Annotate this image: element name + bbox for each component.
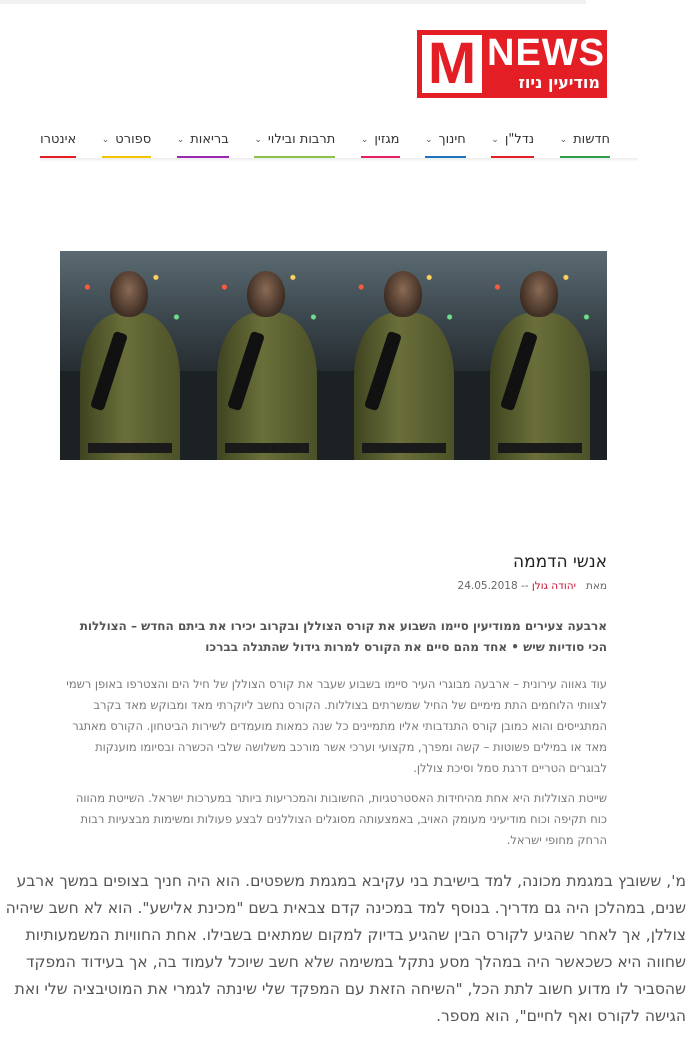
nav-item-label: ספורט bbox=[115, 132, 152, 147]
meta-prefix: מאת bbox=[585, 580, 607, 592]
logo-hebrew-text: מודיעין ניוז bbox=[518, 73, 600, 92]
chevron-down-icon: ⌄ bbox=[101, 135, 110, 145]
chevron-down-icon: ⌄ bbox=[559, 135, 568, 145]
article-hero-image bbox=[60, 251, 607, 460]
nav-item-5[interactable] bbox=[177, 130, 229, 158]
logo-news-text: NEWS bbox=[487, 32, 605, 74]
author-link[interactable]: יהודה גולן bbox=[531, 580, 576, 592]
nav-item-label: תרבות ובילוי bbox=[267, 132, 336, 147]
logo-m-mark: M bbox=[422, 35, 482, 93]
nav-item-3[interactable] bbox=[361, 130, 400, 158]
article-paragraph-2: שייטת הצוללות היא אחת מהיחידות האסטרטגיות, החשובות והמכריעות ביותר במערכות ישראל. השייטת מהווה כוח תקיפה וכוח מודיעיני מעומק האויב, באמצעותה מסוגלים הצוללנים לבצע פעולות ומשימות מבצעיות רבות הרחק מחופי ישראל. bbox=[75, 791, 607, 847]
nav-item-label: חדשות bbox=[573, 132, 610, 147]
soldier-body bbox=[217, 313, 317, 460]
chevron-down-icon: ⌄ bbox=[176, 135, 185, 145]
chevron-down-icon: ⌄ bbox=[491, 135, 499, 145]
nav-item-label: אינטרו bbox=[40, 132, 77, 147]
chevron-down-icon: ⌄ bbox=[254, 135, 262, 145]
article-meta bbox=[458, 580, 607, 592]
nav-item-2[interactable] bbox=[425, 130, 466, 158]
soldier-belt bbox=[225, 443, 309, 453]
soldier-body bbox=[80, 313, 180, 460]
soldier-body bbox=[490, 313, 590, 460]
nav-item-6[interactable] bbox=[102, 130, 151, 158]
chevron-down-icon: ⌄ bbox=[360, 135, 369, 145]
top-border bbox=[0, 0, 586, 4]
nav-item-label: מגזין bbox=[374, 132, 400, 147]
nav-item-label: נדל"ן bbox=[504, 132, 535, 147]
site-logo[interactable] bbox=[417, 30, 607, 98]
nav-item-7[interactable] bbox=[40, 130, 76, 158]
soldier-head bbox=[247, 271, 285, 317]
soldier-belt bbox=[498, 443, 582, 453]
main-navigation bbox=[40, 130, 610, 158]
meta-separator: -- bbox=[517, 580, 532, 592]
soldier-head bbox=[520, 271, 558, 317]
soldier-belt bbox=[88, 443, 172, 453]
soldier-head bbox=[110, 271, 148, 317]
hero-soldier-panel bbox=[197, 251, 334, 460]
nav-item-0[interactable] bbox=[560, 130, 610, 158]
chevron-down-icon: ⌄ bbox=[425, 135, 433, 145]
nav-shadow bbox=[40, 158, 638, 162]
hero-soldier-panel bbox=[334, 251, 471, 460]
soldier-belt bbox=[362, 443, 446, 453]
article-lead: ארבעה צעירים ממודיעין סיימו השבוע את קורס הצוללן ובקרוב יכירו את ביתם החדש – הצוללות הכי סודיות שיש • אחד מהם סיים את הקורס למרות גידול שהתגלה בברכו bbox=[79, 619, 607, 654]
hero-soldier-panel bbox=[470, 251, 607, 460]
article-paragraph-3: מ', ששובץ במגמת מכונה, למד בישיבת בני עקיבא במגמת משפטים. הוא היה חניך בצופים במשך ארבע שנים, במהלכן היה גם מדריך. בנוסף למד במכינה קדם צבאית בשם "מכינת אלישע". הוא לא חשב שיהיה צוללן, אך לאחר שהגיע לקורס הבין שהגיע בדיוק למקום שמתאים בשבילו. אחת החוויות המשמעותיות שחווה היא כשכאשר היה במהלך מסע נתקל במשימה שלא חשב שיוכל לעמוד בה, אך בעידוד המפקד שהסביר לו מדוע חשוב לתת הכל, "השיחה הזאת עם המפקד שלי שינתה לגמרי את המוטיבציה שלי ואת הגישה לקורס ואף לחיים", הוא מספר. bbox=[5, 872, 686, 1025]
hero-soldier-panel bbox=[60, 251, 197, 460]
nav-item-label: חינוך bbox=[438, 132, 466, 147]
article-paragraph-1: עוד גאווה עירונית – ארבעה מבוגרי העיר סיימו בשבוע שעבר את קורס הצוללן של חיל הים והצטרפו באופן רשמי לצוותי הלוחמים התת מימיים של החיל שמשרתים בצוללות. הקורס נחשב ליוקרתי מאד ומבוקש מאד בקרב המתגייסים והוא כמובן קורס התנדבותי אליו מתמיינים כל שנה כמאות מועמדים לשירות הביטחון. הקורס מאתגר מאד או במילים פשוטות – קשה ומפרך, מקצועי וערכי אשר מורכב משלושה שלבי הכשרה ובסיומו מוענקות לבוגרים הטריים דרגת סמל וסיכת צוללן. bbox=[66, 677, 607, 775]
nav-item-label: בריאות bbox=[190, 132, 229, 147]
soldier-head bbox=[384, 271, 422, 317]
article-title: אנשי הדממה bbox=[512, 552, 607, 572]
article-date: 24.05.2018 bbox=[457, 580, 518, 592]
soldier-body bbox=[354, 313, 454, 460]
nav-item-1[interactable] bbox=[491, 130, 534, 158]
nav-item-4[interactable] bbox=[254, 130, 335, 158]
